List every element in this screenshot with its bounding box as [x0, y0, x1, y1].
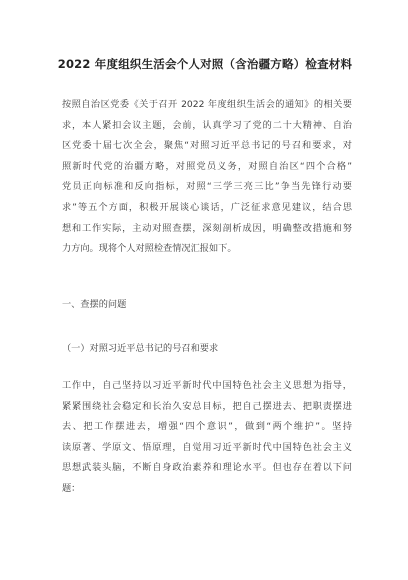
paragraph-line: 工作中，自己坚持以习近平新时代中国特色社会主义思想为指导，: [62, 380, 352, 391]
paragraph-line: 题：: [62, 482, 81, 494]
paragraph-line: 照新时代党的治疆方略，对照党员义务，对照自治区“四个合格”: [62, 160, 352, 172]
paragraph-line: 力方向。现将个人对照检查情况汇报如下。: [62, 243, 237, 255]
paragraph-line: 区党委十届七次全会，聚焦“对照习近平总书记的号召和要求，对: [62, 140, 352, 152]
paragraph-line: 求，本人紧扣会议主题，会前，认真学习了党的二十大精神、自治: [62, 119, 352, 131]
intro-paragraph: [62, 95, 352, 260]
paragraph-line: 按照自治区党委《关于召开 2022 年度组织生活会的通知》的相关要: [62, 99, 352, 110]
paragraph-line: 党员正向标准和反向指标，对照“三学三亮三比”争当先锋行动要: [62, 181, 352, 193]
paragraph-line: 去、把工作摆进去，增强“四个意识”，做到“两个维护”。坚持: [62, 421, 352, 433]
paragraph-line: 读原著、学原文、悟原理，自觉用习近平新时代中国特色社会主义: [62, 441, 352, 453]
document-title: 2022 年度组织生活会个人对照（含治疆方略）检查材料: [57, 57, 353, 71]
paragraph-line: 想和工作实际，主动对照查摆，深刻剖析成因，明确整改措施和努: [62, 222, 352, 234]
body-paragraph: [62, 376, 352, 500]
section-heading: 一、查摆的问题: [62, 299, 127, 310]
paragraph-line: 求”等五个方面，积极开展谈心谈话，广泛征求意见建议，结合思: [62, 201, 352, 213]
paragraph-line: 紧紧围绕社会稳定和长治久安总目标，把自己摆进去、把职责摆进: [62, 400, 352, 412]
paragraph-line: 思想武装头脑，不断自身政治素养和理论水平。但也存在着以下问: [62, 462, 352, 474]
subsection-heading: （一）对照习近平总书记的号召和要求: [62, 343, 219, 354]
